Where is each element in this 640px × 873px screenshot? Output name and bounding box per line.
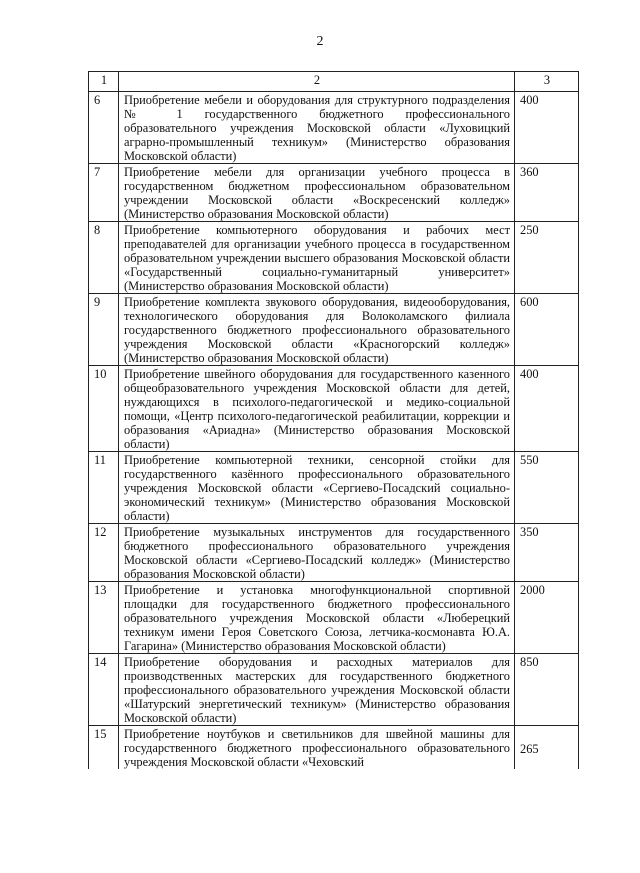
table-row: [89, 92, 579, 164]
row-description: Приобретение комплекта звукового оборудования, видеооборудования, технологического оборудования для Волоколамского филиала государственного бюджетного профессионального образовательного учреждения Московской области «Красногорский колледж» (Министерство образования Московской области): [119, 294, 515, 366]
row-amount: 400: [515, 366, 579, 452]
row-description: Приобретение швейного оборудования для государственного казенного общеобразовательного учреждения Московской области для детей, нуждающихся в психолого-педагогической и медико-социальной помощи, «Центр психолого-педагогической реабилитации, коррекции и образования «Ариадна» (Министерство образования Московской области): [119, 366, 515, 452]
header-col-3: 3: [515, 72, 579, 92]
table-row: [89, 294, 579, 366]
table-row: [89, 366, 579, 452]
funding-table: [88, 71, 579, 769]
row-amount: 265: [515, 726, 579, 770]
row-description: Приобретение компьютерного оборудования и рабочих мест преподавателей для организации учебного процесса в государственном образовательном учреждении высшего образования Московской области «Государственный социально-гуманитарный университет» (Министерство образования Московской области): [119, 222, 515, 294]
row-number: 12: [89, 524, 119, 582]
row-number: 13: [89, 582, 119, 654]
row-number: 10: [89, 366, 119, 452]
table-header-row: [89, 72, 579, 92]
table-row: [89, 452, 579, 524]
row-amount: 600: [515, 294, 579, 366]
row-number: 8: [89, 222, 119, 294]
table-row: [89, 582, 579, 654]
row-description: Приобретение компьютерной техники, сенсорной стойки для государственного казённого профессионального образовательного учреждения Московской области «Сергиево-Посадский социально-экономический техникум» (Министерство образования Московской области): [119, 452, 515, 524]
table-row: [89, 222, 579, 294]
row-description: Приобретение мебели и оборудования для структурного подразделения № 1 государственного бюджетного профессионального образовательного учреждения Московской области «Луховицкий аграрно-промышленный техникум» (Министерство образования Московской области): [119, 92, 515, 164]
table-row: [89, 524, 579, 582]
row-number: 11: [89, 452, 119, 524]
row-description: Приобретение и установка многофункциональной спортивной площадки для государственного бюджетного профессионального образовательного учреждения Московской области «Люберецкий техникум имени Героя Советского Союза, летчика-космонавта Ю.А. Гагарина» (Министерство образования Московской области): [119, 582, 515, 654]
header-col-2: 2: [119, 72, 515, 92]
row-amount: 2000: [515, 582, 579, 654]
table-row: [89, 164, 579, 222]
row-description: Приобретение музыкальных инструментов для государственного бюджетного профессионального образовательного учреждения Московской области «Сергиево-Посадский колледж» (Министерство образования Московской области): [119, 524, 515, 582]
row-number: 9: [89, 294, 119, 366]
page-number: 2: [316, 34, 324, 49]
row-number: 15: [89, 726, 119, 770]
row-amount: 850: [515, 654, 579, 726]
row-description: Приобретение ноутбуков и светильников для швейной машины для государственного бюджетного профессионального образовательного учреждения Московской области «Чеховский: [119, 726, 515, 770]
row-number: 6: [89, 92, 119, 164]
header-col-1: 1: [89, 72, 119, 92]
row-amount: 350: [515, 524, 579, 582]
row-description: Приобретение мебели для организации учебного процесса в государственном бюджетном профессиональном образовательном учреждении Московской области «Воскресенский колледж» (Министерство образования Московской области): [119, 164, 515, 222]
row-amount: 400: [515, 92, 579, 164]
row-amount: 550: [515, 452, 579, 524]
row-number: 7: [89, 164, 119, 222]
table-row: [89, 654, 579, 726]
row-number: 14: [89, 654, 119, 726]
row-amount: 360: [515, 164, 579, 222]
row-description: Приобретение оборудования и расходных материалов для производственных мастерских для государственного бюджетного профессионального образовательного учреждения Московской области «Шатурский энергетический техникум» (Министерство образования Московской области): [119, 654, 515, 726]
row-amount: 250: [515, 222, 579, 294]
table-row: [89, 726, 579, 770]
